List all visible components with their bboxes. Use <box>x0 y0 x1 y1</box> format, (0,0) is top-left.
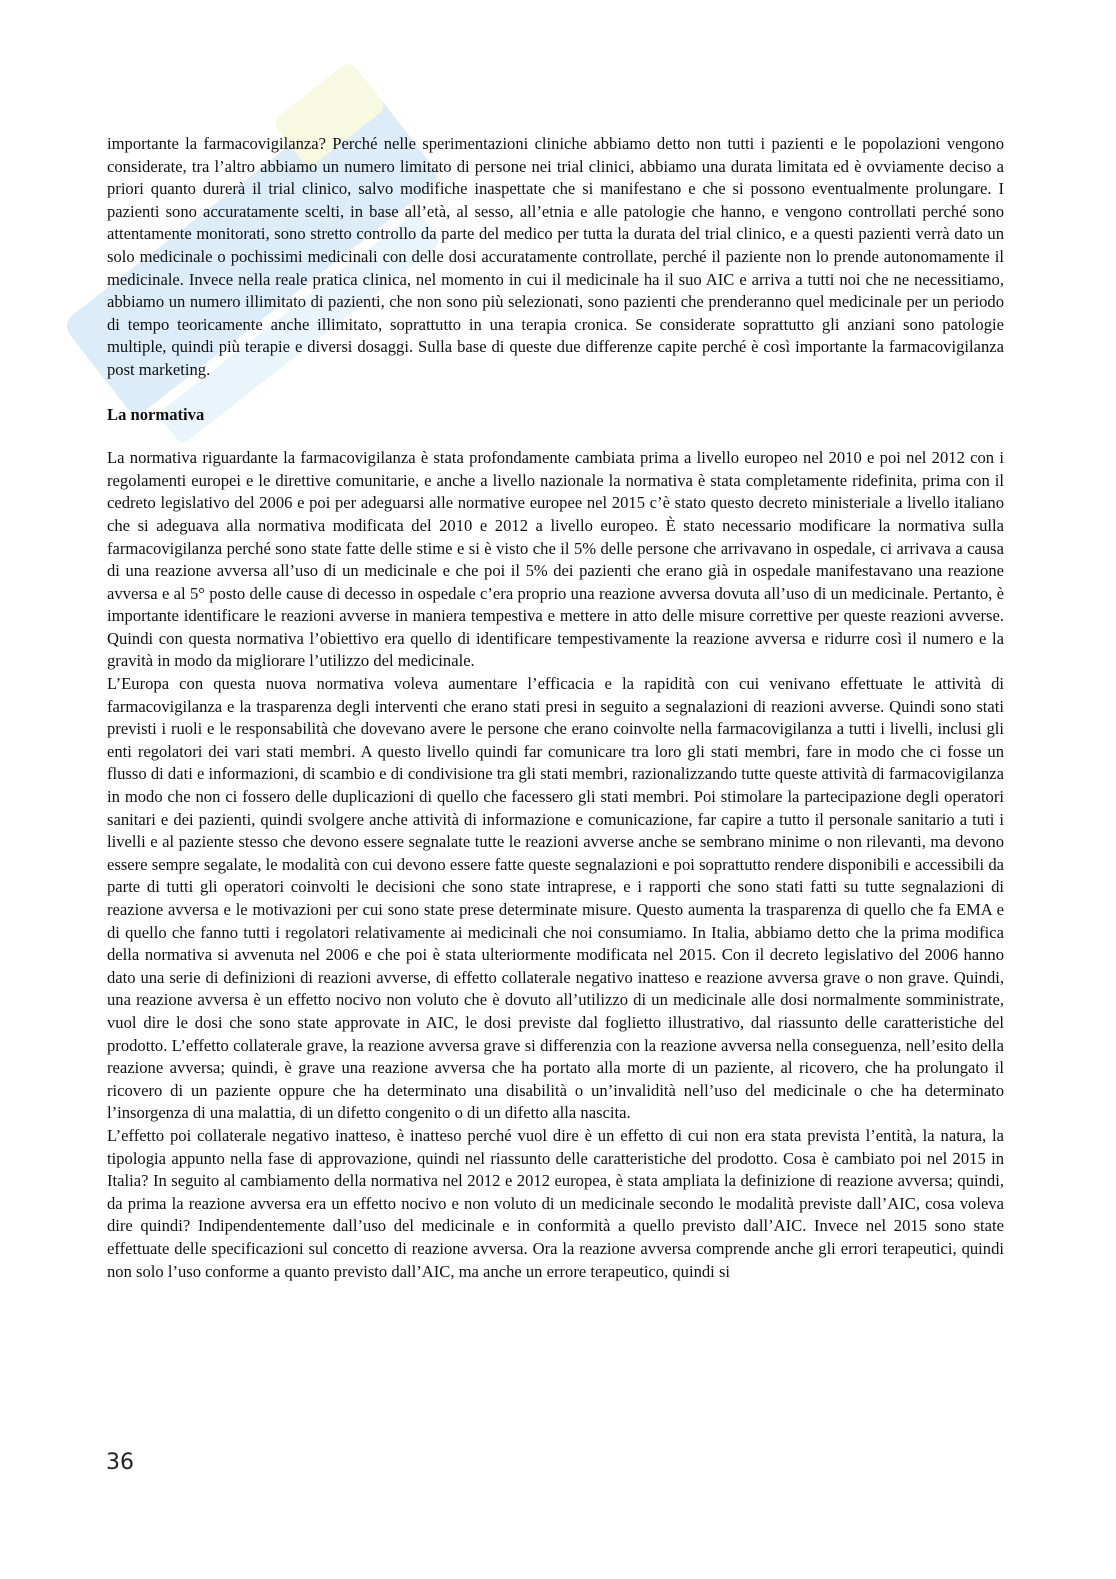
paragraph-normativa-3: L’effetto poi collaterale negativo inatteso, è inatteso perché vuol dire è un effetto di cui non era stata prevista l’entità, la natura, la tipologia appunto nella fase di approvazione, quindi nel riassunto delle caratteristiche del prodotto. Cosa è cambiato poi nel 2015 in Italia? In seguito al cambiamento della normativa nel 2012 e 2012 europea, è stata ampliata la definizione di reazione avversa; quindi, da prima la reazione avversa era un effetto nocivo e non voluto di un medicinale secondo le modalità previste dall’AIC, cosa voleva dire quindi? Indipendentemente dall’uso del medicinale e in conformità a quello previsto dall’AIC. Invece nel 2015 sono state effettuate delle specificazioni sul concetto di reazione avversa. Ora la reazione avversa comprende anche gli errori terapeutici, quindi non solo l’uso conforme a quanto previsto dall’AIC, ma anche un errore terapeutico, quindi si <box>107 1125 1004 1281</box>
paragraph-intro: importante la farmacovigilanza? Perché nelle sperimentazioni cliniche abbiamo detto non tutti i pazienti e le popolazioni vengono considerate, tra l’altro abbiamo un numero limitato di persone nei trial clinici, abbiamo una durata limitata ed è ovviamente deciso a priori quanto durerà il trial clinico, salvo modifiche inaspettate che si manifestano e che si possono eventualmente prolungare. I pazienti sono accuratamente scelti, in base all’età, al sesso, all’etnia e alle patologie che hanno, e vengono controllati perché sono attentamente monitorati, sono stretto controllo da parte del medico per tutta la durata del trial clinico, e a questi pazienti verrà dato un solo medicinale o pochissimi medicinali con delle dosi accuratamente controllate, perché il paziente non lo prende autonomamente il medicinale. Invece nella reale pratica clinica, nel momento in cui il medicinale ha il suo AIC e arriva a tutti noi che ne necessitiamo, abbiamo un numero illimitato di pazienti, che non sono più selezionati, sono pazienti che prenderanno quel medicinale per un periodo di tempo teoricamente anche illimitato, soprattutto in una terapia cronica. Se considerate soprattutto gli anziani sono patologie multiple, quindi più terapie e diversi dosaggi. Sulla base di queste due differenze capite perché è così importante la farmacovigilanza post marketing. <box>107 134 1004 379</box>
document-body <box>107 133 1004 1283</box>
page-number: 36 <box>106 1450 134 1475</box>
paragraph-normativa-2: L’Europa con questa nuova normativa voleva aumentare l’efficacia e la rapidità con cui venivano effettuate le attività di farmacovigilanza e la trasparenza degli interventi che erano stati presi in seguito a segnalazioni di reazioni avverse. Quindi sono stati previsti i ruoli e le responsabilità che dovevano avere le persone che erano coinvolte nella farmacovigilanza a tutti i livelli, inclusi gli enti regolatori dei vari stati membri. A questo livello quindi far comunicare tra loro gli stati membri, fare in modo che ci fosse un flusso di dati e informazioni, di scambio e di condivisione tra gli stati membri, razionalizzando tutte queste attività di farmacovigilanza in modo che non ci fossero delle duplicazioni di quello che facessero gli stati membri. Poi stimolare la partecipazione degli operatori sanitari e dei pazienti, quindi svolgere anche attività di informazione e comunicazione, far capire a tutto il personale sanitario a tuti i livelli e al paziente stesso che devono essere segnalate tutte le reazioni avverse anche se sembrano minime o non rilevanti, ma devono essere sempre segalate, le modalità con cui devono essere fatte queste segnalazioni e poi soprattutto rendere disponibili e accessibili da parte di tutti gli operatori coinvolti le decisioni che sono state intraprese, e i rapporti che sono stati fatti su tutte segnalazioni di reazione avversa e le motivazioni per cui sono state prese determinate misure. Questo aumenta la trasparenza di quello che fa EMA e di quello che fanno tutti i regolatori relativamente ai medicinali che noi consumiamo. In Italia, abbiamo detto che la prima modifica della normativa si avvenuta nel 2006 e che poi è stata ulteriormente modificata nel 2015. Con il decreto legislativo del 2006 hanno dato una serie di definizioni di reazioni avverse, di effetto collaterale negativo inatteso e reazione avversa grave o non grave. Quindi, una reazione avversa è un effetto nocivo non voluto che è dovuto all’utilizzo di un medicinale alle dosi normalmente somministrate, vuol dire le dosi che sono state approvate in AIC, le dosi previste dal foglietto illustrativo, dal riassunto delle caratteristiche del prodotto. L’effetto collaterale grave, la reazione avversa grave si differenzia con la reazione avversa nella conseguenza, nell’esito della reazione avversa; quindi, è grave una reazione avversa che ha portato alla morte di un paziente, al ricovero, che ha prolungato il ricovero di un paziente oppure che ha determinato una disabilità o un’invalidità nell’uso del medicinale o che ha determinato l’insorgenza di una malattia, di un difetto congenito o di un difetto alla nascita. <box>107 674 1004 1123</box>
section-heading: La normativa <box>107 404 205 424</box>
paragraph-normativa-1: La normativa riguardante la farmacovigilanza è stata profondamente cambiata prima a livello europeo nel 2010 e poi nel 2012 con i regolamenti europei e le direttive comunitarie, e anche a livello nazionale la normativa è stata completamente ridefinita, prima con il cedreto legislativo del 2006 e poi per adeguarsi alle normative europee nel 2015 c’è stato questo decreto ministeriale a livello italiano che si adeguava alla normativa modificata del 2010 e 2012 a livello europeo. È stato necessario modificare la normativa sulla farmacovigilanza perché sono state fatte delle stime e si è visto che il 5% delle persone che arrivavano in ospedale, ci arrivava a causa di una reazione avversa all’uso di un medicinale e che poi il 5% dei pazienti che erano già in ospedale manifestavano una reazione avversa e al 5° posto delle cause di decesso in ospedale c’era proprio una reazione avversa dovuta all’uso di un medicinale. Pertanto, è importante identificare le reazioni avverse in maniera tempestiva e mettere in atto delle misure correttive per queste reazioni avverse. Quindi con questa normativa l’obiettivo era quello di identificare tempestivamente la reazione avversa e ridurre così il numero e la gravità in modo da migliorare l’utilizzo del medicinale. <box>107 448 1004 671</box>
